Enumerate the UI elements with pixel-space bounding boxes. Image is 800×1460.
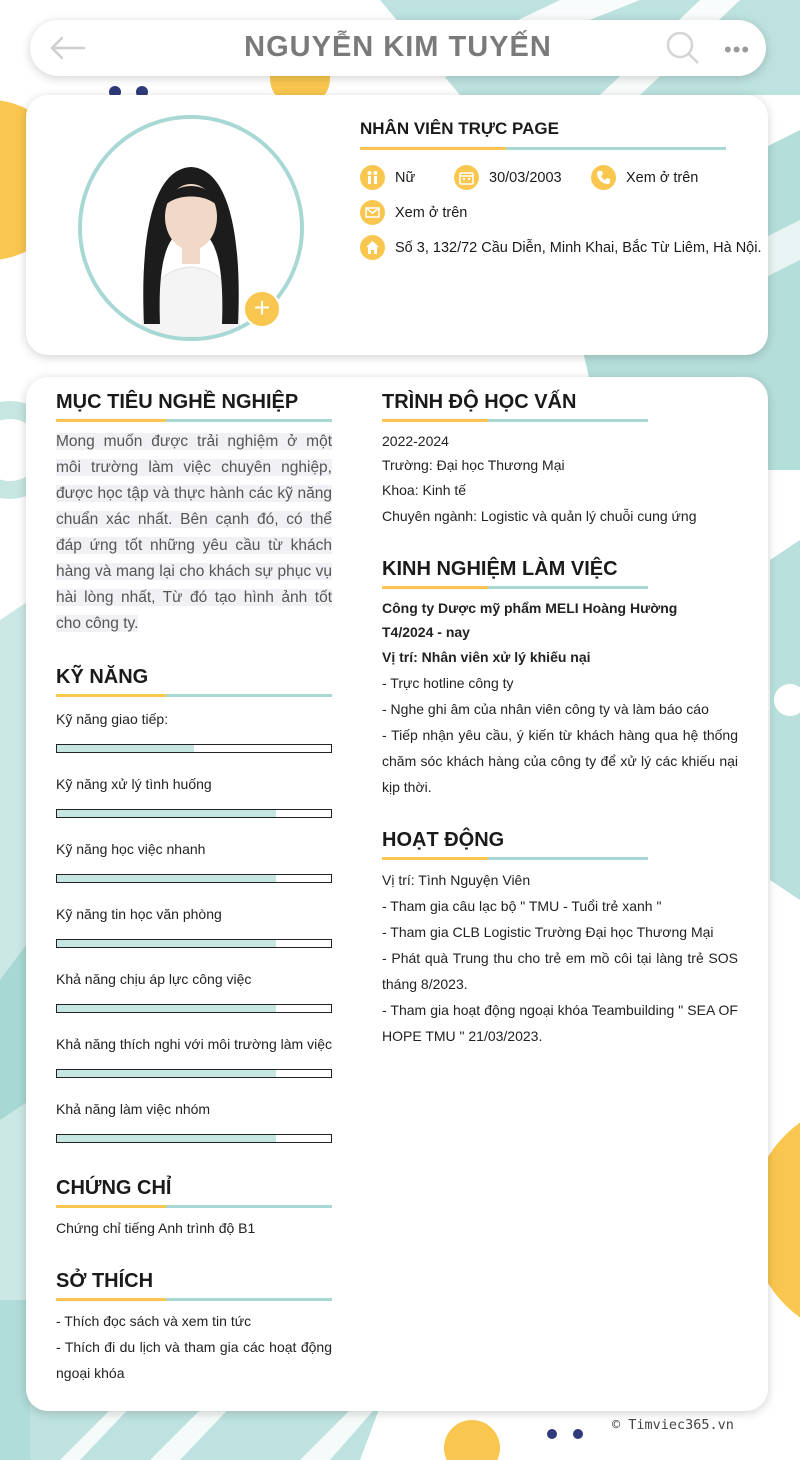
skill-bar (56, 874, 332, 883)
objective-underline (56, 419, 332, 422)
footer-copyright: © Timviec365.vn (612, 1417, 734, 1433)
gender-value: Nữ (395, 169, 416, 186)
experience-task: - Tiếp nhận yêu cầu, ý kiến từ khách hàng qua hệ thống chăm sóc khách hàng của công ty để xử lý các khiếu nại kịp thời. (382, 727, 738, 795)
skill-label: Kỹ năng học việc nhanh (56, 841, 206, 857)
skill-bar (56, 1134, 332, 1143)
gender-icon (360, 165, 385, 190)
more-options-icon[interactable]: ••• (724, 37, 751, 62)
skill-bar-fill (57, 1070, 276, 1077)
skill-bar-fill (57, 940, 276, 947)
search-icon[interactable] (666, 31, 700, 65)
skill-bar (56, 1069, 332, 1078)
objective-text (56, 429, 332, 637)
activity-item: - Tham gia hoạt động ngoại khóa Teambuilding " SEA OF HOPE TMU " 21/03/2023. (382, 1002, 738, 1044)
email-row (360, 200, 467, 225)
certificates-underline (56, 1205, 332, 1208)
address-row (360, 235, 762, 260)
cv-body-card (26, 377, 768, 1411)
experience-task: - Nghe ghi âm của nhân viên công ty và làm báo cáo (382, 701, 709, 717)
skill-bar (56, 939, 332, 948)
skill-label: Kỹ năng giao tiếp: (56, 711, 169, 727)
activity-item: - Tham gia CLB Logistic Trường Đại học Thương Mại (382, 924, 714, 940)
experience-task: - Trực hotline công ty (382, 675, 514, 691)
skill-label: Kỹ năng tin học văn phòng (56, 906, 222, 922)
education-underline (382, 419, 648, 422)
objective-paragraph: Mong muốn được trải nghiệm ở một môi trường làm việc chuyên nghiệp, được học tập và thực hành các kỹ năng chuẩn xác nhất. Bên cạnh đó, có thể đáp ứng tốt những yêu cầu từ khách hàng và mang lại cho khách sự phục vụ hài lòng nhất, Từ đó tạo hình ảnh tốt cho công ty. (56, 433, 332, 632)
skills-heading: KỸ NĂNG (56, 666, 149, 688)
certificates-heading: CHỨNG CHỈ (56, 1177, 172, 1199)
phone-icon (591, 165, 616, 190)
birthday-row (454, 165, 562, 190)
hobbies-underline (56, 1298, 332, 1301)
home-icon (360, 235, 385, 260)
job-title-underline (360, 147, 726, 150)
experience-underline (382, 586, 648, 589)
envelope-icon (360, 200, 385, 225)
skill-bar-fill (57, 875, 276, 882)
skill-label: Khả năng thích nghi với môi trường làm việc (56, 1036, 332, 1052)
skill-bar-fill (57, 1005, 276, 1012)
calendar-icon (454, 165, 479, 190)
phone-row (591, 165, 698, 190)
skill-bar (56, 809, 332, 818)
add-photo-button[interactable]: + (243, 290, 281, 328)
birthday-value: 30/03/2003 (489, 169, 562, 186)
objective-heading: MỤC TIÊU NGHỀ NGHIỆP (56, 391, 299, 413)
skill-bar (56, 744, 332, 753)
activity-item: - Phát quà Trung thu cho trẻ em mồ côi tại làng trẻ SOS tháng 8/2023. (382, 950, 738, 992)
skill-label: Khả năng làm việc nhóm (56, 1101, 211, 1117)
education-faculty: Khoa: Kinh tế (382, 482, 467, 498)
experience-company: Công ty Dược mỹ phẩm MELI Hoàng Hường (382, 600, 678, 616)
skill-label: Khả năng chịu áp lực công việc (56, 971, 252, 987)
experience-position: Vị trí: Nhân viên xử lý khiếu nại (382, 649, 591, 665)
activities-heading: HOẠT ĐỘNG (382, 829, 505, 851)
skill-bar-fill (57, 1135, 276, 1142)
skill-bar (56, 1004, 332, 1013)
skills-underline (56, 694, 332, 697)
skill-bar-fill (57, 745, 194, 752)
address-value: Số 3, 132/72 Cầu Diễn, Minh Khai, Bắc Từ Liêm, Hà Nội. (395, 239, 762, 256)
email-value: Xem ở trên (395, 204, 468, 221)
education-period: 2022-2024 (382, 433, 449, 449)
phone-value: Xem ở trên (626, 169, 699, 186)
skill-bar-fill (57, 810, 276, 817)
experience-heading: KINH NGHIỆM LÀM VIỆC (382, 558, 618, 580)
profile-card (26, 95, 768, 355)
candidate-name: NGUYỄN KIM TUYẾN (244, 31, 552, 63)
activities-underline (382, 857, 648, 860)
hobby-item: - Thích đọc sách và xem tin tức (56, 1313, 252, 1329)
hobbies-heading: SỞ THÍCH (56, 1270, 154, 1292)
hobby-item: - Thích đi du lịch và tham gia các hoạt động ngoại khóa (56, 1339, 332, 1381)
header-bar (30, 20, 766, 76)
job-title: NHÂN VIÊN TRỰC PAGE (360, 119, 559, 138)
activity-item: - Tham gia câu lạc bộ " TMU - Tuổi trẻ xanh " (382, 898, 662, 914)
activities-position: Vị trí: Tình Nguyện Viên (382, 872, 531, 888)
education-heading: TRÌNH ĐỘ HỌC VẤN (382, 391, 577, 413)
certificate-item: Chứng chỉ tiếng Anh trình độ B1 (56, 1220, 256, 1236)
experience-period: T4/2024 - nay (382, 624, 470, 640)
gender-row (360, 165, 415, 190)
education-major: Chuyên ngành: Logistic và quản lý chuỗi cung ứng (382, 508, 697, 524)
skill-label: Kỹ năng xử lý tình huống (56, 776, 212, 792)
education-school: Trường: Đại học Thương Mại (382, 457, 565, 473)
